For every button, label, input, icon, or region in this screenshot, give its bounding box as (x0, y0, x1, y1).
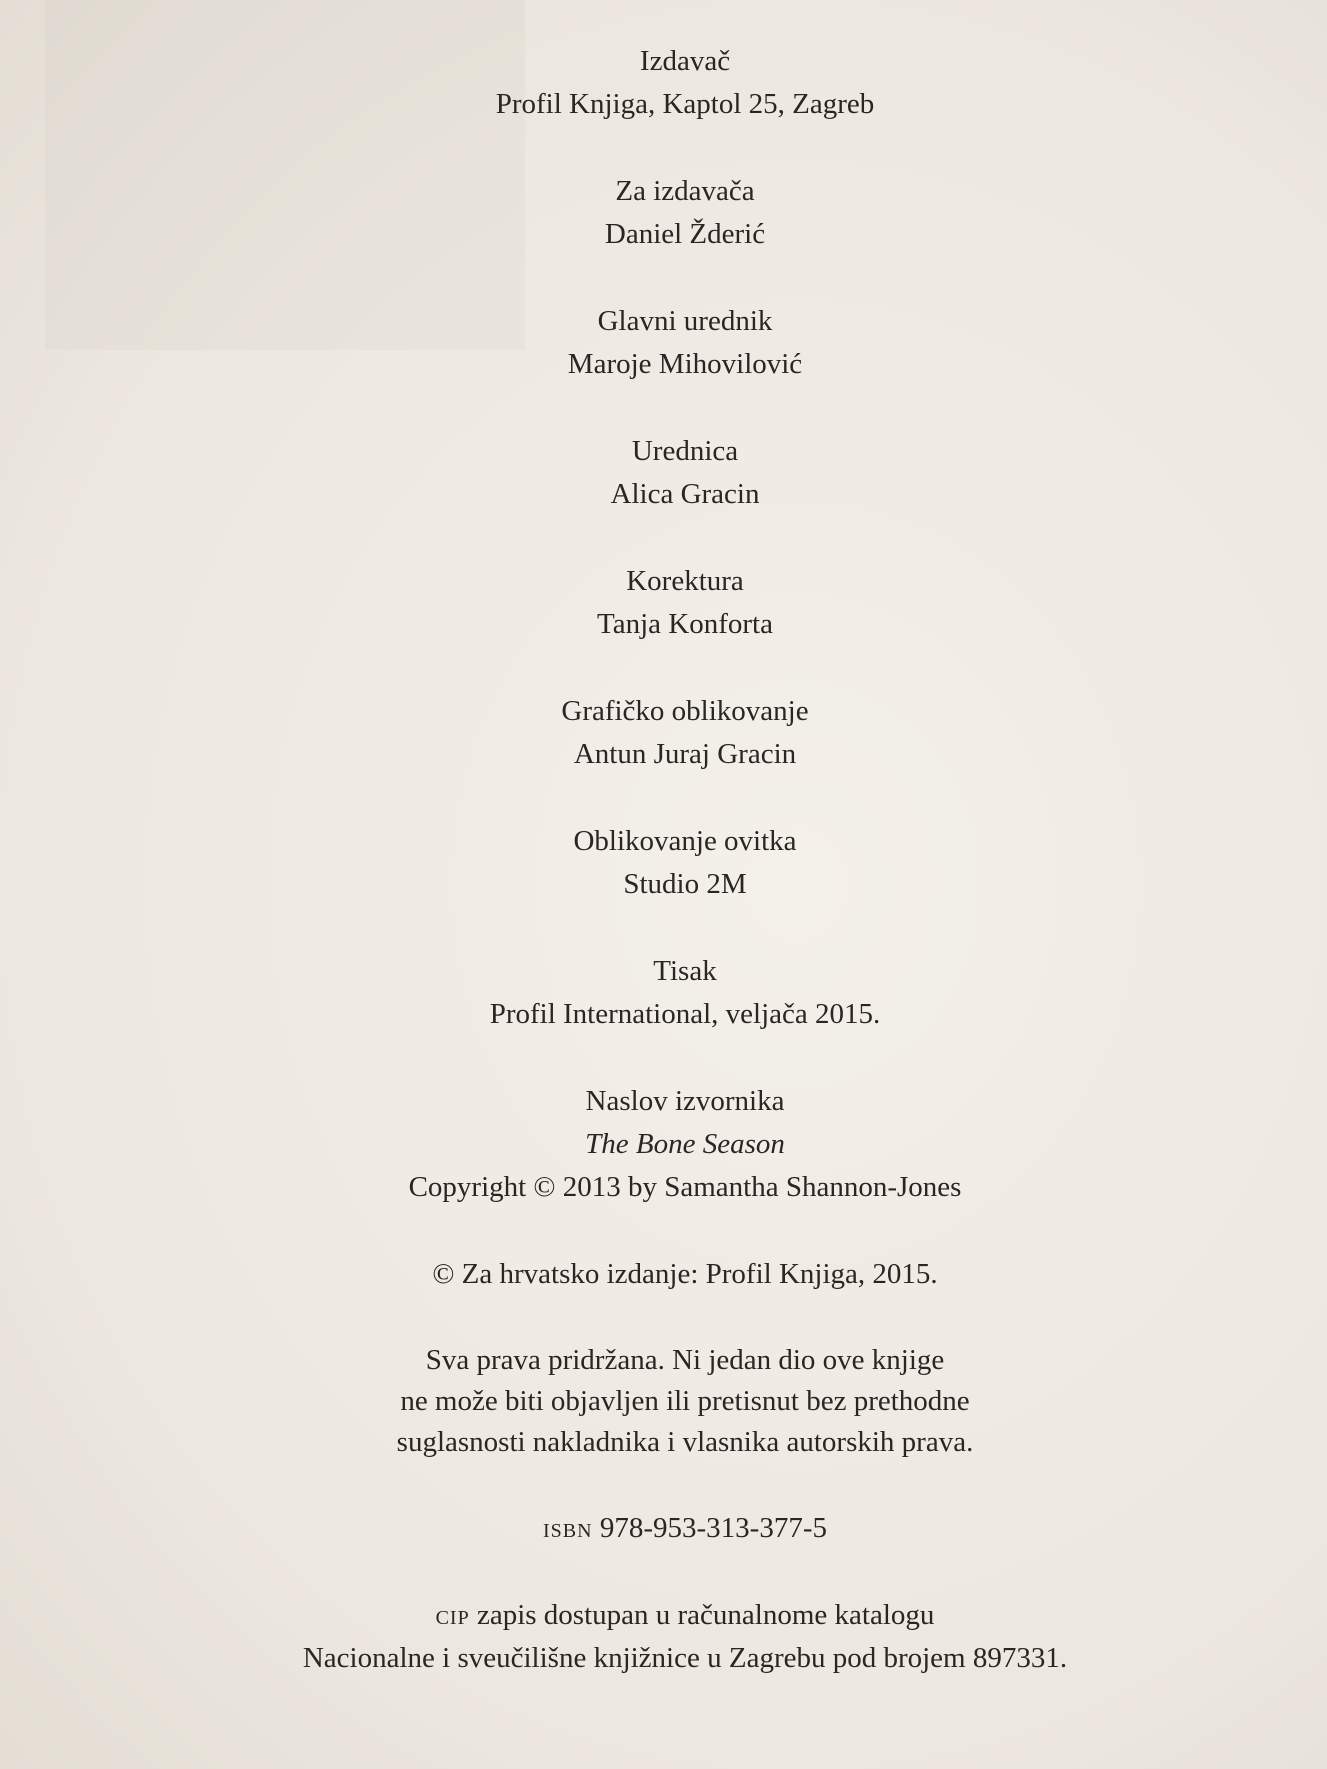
rights-block (0, 1340, 1327, 1463)
graphic-design-heading: Grafičko oblikovanje (561, 695, 809, 727)
graphic-design-value: Antun Juraj Gracin (573, 738, 797, 770)
isbn-value: 978-953-313-377-5 (599, 1512, 827, 1544)
original-title-block (0, 1080, 1327, 1209)
proofreading-heading: Korektura (626, 565, 744, 597)
editor-heading: Urednica (631, 435, 739, 467)
original-title-heading: Naslov izvornika (585, 1085, 785, 1117)
print-value: Profil International, veljača 2015. (489, 998, 881, 1030)
editor-in-chief-block (0, 300, 1327, 386)
croatian-copyright-block (0, 1253, 1327, 1296)
imprint-page (0, 40, 1327, 1724)
print-block (0, 950, 1327, 1036)
rights-line-1: Sva prava pridržana. Ni jedan dio ove knjige (425, 1344, 945, 1376)
cip-line-1-text: zapis dostupan u računalnome katalogu (476, 1599, 935, 1631)
publisher-value: Profil Knjiga, Kaptol 25, Zagreb (495, 88, 875, 120)
graphic-design-block (0, 690, 1327, 776)
for-publisher-heading: Za izdavača (615, 175, 755, 207)
editor-in-chief-value: Maroje Mihovilović (567, 348, 803, 380)
rights-line-2: ne može biti objavljen ili pretisnut bez prethodne (400, 1385, 970, 1417)
for-publisher-block (0, 170, 1327, 256)
original-title-value: The Bone Season (585, 1128, 785, 1160)
editor-value: Alica Gracin (610, 478, 760, 510)
cip-line-1 (0, 1594, 1327, 1637)
copyright-original: Copyright © 2013 by Samantha Shannon-Jones (408, 1171, 962, 1203)
publisher-block (0, 40, 1327, 126)
cip-block (0, 1594, 1327, 1680)
editor-in-chief-heading: Glavni urednik (597, 305, 773, 337)
proofreading-block (0, 560, 1327, 646)
proofreading-value: Tanja Konforta (597, 608, 773, 640)
cip-line-2: Nacionalne i sveučilišne knjižnice u Zagrebu pod brojem 897331. (302, 1642, 1068, 1674)
editor-block (0, 430, 1327, 516)
cover-design-block (0, 820, 1327, 906)
cover-design-heading: Oblikovanje ovitka (573, 825, 797, 857)
publisher-heading: Izdavač (639, 45, 731, 77)
cip-label: cip (435, 1599, 470, 1631)
cover-design-value: Studio 2M (623, 868, 747, 900)
isbn-label: isbn (543, 1512, 593, 1544)
rights-line-3: suglasnosti nakladnika i vlasnika autorskih prava. (396, 1426, 974, 1458)
for-publisher-value: Daniel Žderić (604, 218, 766, 250)
copyright-croatian: © Za hrvatsko izdanje: Profil Knjiga, 2015. (432, 1258, 938, 1290)
isbn-line (0, 1507, 1327, 1550)
print-heading: Tisak (653, 955, 717, 987)
isbn-block (0, 1507, 1327, 1550)
